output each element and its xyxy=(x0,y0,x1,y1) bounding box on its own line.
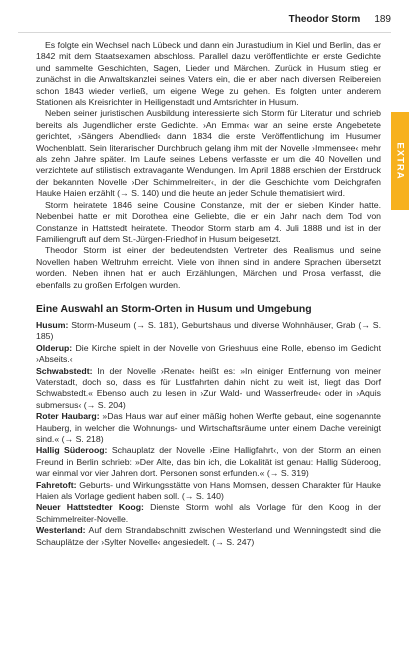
place-entry xyxy=(36,320,381,343)
place-name: Hallig Süderoog: xyxy=(36,445,108,456)
place-entry xyxy=(36,366,381,412)
place-entry xyxy=(36,411,381,445)
place-name: Neuer Hattstedter Koog: xyxy=(36,502,144,513)
place-description: Schauplatz der Novelle ›Eine Halligfahrt‹, von der Storm an einen Freund in Berlin schrieb: »Der Alte, das bin ich, die Lokalität ist genau: Hallig Süderoog, war einmal vor vier Jahren dort. Personen sonst erfunden.« (→ S. 319) xyxy=(36,445,382,479)
place-entry xyxy=(36,445,381,479)
extra-side-tab xyxy=(391,112,409,210)
place-name: Westerland: xyxy=(36,525,86,536)
place-entry xyxy=(36,525,381,548)
place-description: Auf dem Strandabschnitt zwischen Westerland und Wenningstedt sind die Schauplätze der ›Sylter Novelle‹ angesiedelt. (→ S. 247) xyxy=(36,525,381,547)
place-description: Dienste Storm wohl als Vorlage für den Koog in der Schimmelreiter-Novelle. xyxy=(36,502,381,524)
body-paragraph: Neben seiner juristischen Ausbildung interessierte sich Storm für Literatur und schrieb bereits als Jugendlicher erste Gedichte. ›An Emma‹ war an seine erste Angebetete gerichtet, ›Sängers Abendlied‹ dann 1834 die erste Veröffentlichung im Husumer Wochenblatt. Sein literarischer Durchbruch gelang ihm mit der Novelle ›Immensee‹ mehr als zehn Jahre später. Im Laufe seines Lebens verfasste er um die 40 Novellen und verzichtete auf stilistisch extravagante Wendungen. Im April 1888 erschien der Erstdruck der bekannten Novelle ›Der Schimmelreiter‹, in der die Geschichte vom Deichgrafen Hauke Haien erzählt (→ S. 140) und die heute an jeder Schule thematisiert wird. xyxy=(36,108,381,199)
place-name: Fahretoft: xyxy=(36,479,77,490)
place-name: Olderup: xyxy=(36,342,73,353)
body-paragraph: Storm heiratete 1846 seine Cousine Constanze, mit der er sieben Kinder hatte. Nebenbei hatte er mit Dorothea eine Geliebte, die er ein Jahr nach dem Tod von Constanze in Hattstedt heiratete. Theodor Storm starb am 4. Juli 1888 und ist in der Familiengruft auf dem St.-Jürgen-Friedhof in Husum beigesetzt. xyxy=(36,199,381,244)
place-entry xyxy=(36,502,381,525)
place-entry xyxy=(36,480,381,503)
place-description: Storm-Museum (→ S. 181), Geburtshaus und diverse Wohnhäuser, Grab (→ S. 185) xyxy=(36,319,381,342)
page-content xyxy=(36,40,381,548)
body-paragraph: Es folgte ein Wechsel nach Lübeck und dann ein Jurastudium in Kiel und Berlin, das er 1842 mit dem Staatsexamen abschloss. Parallel dazu veröffentlichte er erste Gedichte und sammelte Geschichten, Sagen, Lieder und Märchen. Zurück in Husum stieg er zunächst in die Anwaltskanzlei seines Vaters ein, die er aber nach diversen Reibereien schon 1843 wieder verließ, um eigene Wege zu gehen. Es folgten unter anderem Stationen als Kreisrichter in Heiligenstadt und Amtsrichter in Husum. xyxy=(36,40,381,108)
places-list xyxy=(36,320,381,548)
place-description: Die Kirche spielt in der Novelle von Grieshuus eine Rolle, ebenso im Gedicht ›Abseits.‹ xyxy=(36,342,381,365)
extra-side-tab-label: EXTRA xyxy=(394,142,406,180)
place-name: Roter Haubarg: xyxy=(36,411,100,422)
page-number: 189 xyxy=(374,14,391,25)
place-description: In der Novelle ›Renate‹ heißt es: »In einiger Entfernung von meiner Vaterstadt, doch so, dass es für Lustfahrten dahin nicht zu weit ist, liegt das Dorf Schwabstedt.« Ebenso auch zu lesen in ›Zur Wald- und Wasserfreude‹ oder in ›Aquis submersus‹ (→ S. 204) xyxy=(36,365,381,410)
place-description: »Das Haus war auf einer mäßig hohen Werfte gebaut, eine sogenannte Hauberg, in welcher die Wohnungs- und Wirtschaftsräume unter einem Dache vereinigt sind.« (→ S. 218) xyxy=(36,411,381,444)
running-header-title: Theodor Storm xyxy=(288,14,361,25)
section-heading: Eine Auswahl an Storm-Orten in Husum und Umgebung xyxy=(36,303,312,315)
place-name: Husum: xyxy=(36,319,69,330)
place-description: Geburts- und Wirkungsstätte von Hans Momsen, dessen Charakter für Hauke Haien als Vorlage gedient haben soll. (→ S. 140) xyxy=(36,479,381,502)
body-paragraph: Theodor Storm ist einer der bedeutendsten Vertreter des Realismus und seine Novellen haben Weltruhm erreicht. Viele von ihnen sind in andere Sprachen übersetzt worden. Neben ihnen hat er auch Erzählungen, Märchen und Prosa verfasst, die ebenfalls zu großen Erfolgen wurden. xyxy=(36,245,381,290)
running-header xyxy=(18,14,391,33)
place-entry xyxy=(36,343,381,366)
place-name: Schwabstedt: xyxy=(36,365,93,376)
